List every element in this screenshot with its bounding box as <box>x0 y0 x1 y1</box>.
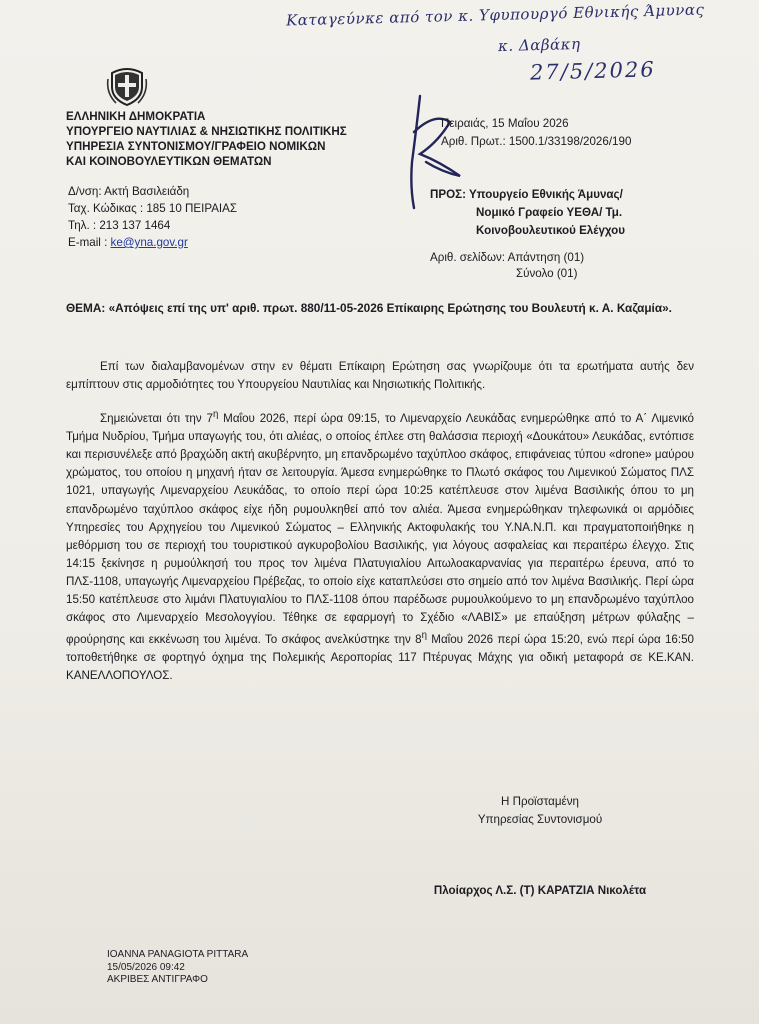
handwritten-date: 27/5/2026 <box>529 57 656 85</box>
address-email-row <box>68 234 237 251</box>
email-link[interactable]: ke@yna.gov.gr <box>110 236 188 249</box>
copy-stamp-name: IOANNA PANAGIOTA PITTARA <box>107 949 249 960</box>
page-count <box>430 250 584 282</box>
header-line: ΥΠΟΥΡΓΕΙΟ ΝΑΥΤΙΛΙΑΣ & ΝΗΣΙΩΤΙΚΗΣ ΠΟΛΙΤΙΚΗΣ <box>66 125 347 138</box>
document-meta <box>441 115 631 151</box>
recipient-line2: Νομικό Γραφείο ΥΕΘΑ/ Τμ. <box>476 206 623 219</box>
subject-line: ΘΕΜΑ: «Απόψεις επί της υπ' αριθ. πρωτ. 880/11-05-2026 Επίκαιρης Ερώτησης του Βουλευτή κ. Α. Καζαμία». <box>66 301 672 315</box>
signatory-name: Πλοίαρχος Λ.Σ. (Τ) ΚΑΡΑΤΖΙΑ Νικολέτα <box>433 884 647 897</box>
paragraph-text: Μαΐου 2026, περί ώρα 09:15, το Λιμεναρχείο Λευκάδας ενημερώθηκε από το Α΄ Λιμενικό Τμήμα Νυδρίου, Τμήμα υπαγωγής του, ότι αλιέας, ο οποίος έπλεε στη θαλάσσια περιοχή «Δουκάτου» Λευκάδας, εντόπισε και περισυνέλεξε από βραχώδη ακτή ακυβέρνητο, μη επανδρωμένο ταχύπλοο σκάφος, επιφάνειας τύπου «drone» μαύρου χρώματος, του οποίου η μηχανή ήταν σε λειτουργία. Άμεσα ενημερώθηκε το Πλωτό σκάφος του Λιμενικού Σώματος ΠΛΣ 1021, υπαγωγής Λιμεναρχείου Λευκάδας, το οποίο περί ώρα 10:25 κατέπλευσε στον λιμένα Βασιλικής όπου το μη επανδρωμένο ταχύπλοο σκάφος είχε ήδη ρυμουλκηθεί από τον αλιέα. Άμεσα ενημερώθηκαν τηλεφωνικά οι αρμόδιες Υπηρεσίες του Αρχηγείου του Λιμενικού Σώματος – Ελληνικής Ακτοφυλακής του Υ.ΝΑ.Ν.Π. και πραγματοποιήθηκε η μεθόρμιση του σε περιοχή του τουριστικού αγκυροβολίου Βασιλικής, για λόγους ασφαλείας και περαιτέρω έλεγχο. Στις 14:15 ξεκίνησε η ρυμούλκησή του προς τον λιμένα Πλατυγιαλίου Αιτωλοακαρνανίας για περαιτέρω έρευνα, από το ΠΛΣ-1108, υπαγωγής Λιμεναρχείου Πρέβεζας, το οποίο είχε καταπλεύσει στο σημείο από τον λιμένα Βασιλικής. Περί ώρα 15:50 κατέπλευσε στο λιμάνι Πλατυγιαλίου το ΠΛΣ-1108 όπου παρέδωσε ρυμουλκούμενο το μη επανδρωμένο ταχύπλοο σκάφος στο Λιμεναρχείο Μεσολογγίου. Τέθηκε σε εφαρμογή το Σχέδιο «ΛΑΒΙΣ» με επαύξηση μέτρων φύλαξης – φρούρησης και εκκένωση του λιμένα. Το σκάφος ανελκύστηκε την 8 <box>66 412 694 647</box>
recipient-line1: ΠΡΟΣ: Υπουργείο Εθνικής Άμυνας/ <box>430 188 623 201</box>
copy-stamp-label: ΑΚΡΙΒΕΣ ΑΝΤΙΓΡΑΦΟ <box>107 974 208 986</box>
superscript: η <box>212 409 219 421</box>
superscript: η <box>421 630 427 642</box>
header-line: ΚΑΙ ΚΟΙΝΟΒΟΥΛΕΥΤΙΚΩΝ ΘΕΜΑΤΩΝ <box>66 155 272 168</box>
header-line: ΕΛΛΗΝΙΚΗ ΔΗΜΟΚΡΑΤΙΑ <box>66 110 206 123</box>
address-postal: Ταχ. Κώδικας : 185 10 ΠΕΙΡΑΙΑΣ <box>68 202 238 215</box>
letter-body <box>66 358 694 685</box>
address-phone: Τηλ. : 213 137 1464 <box>68 219 171 232</box>
signatory-service: Υπηρεσίας Συντονισμού <box>477 813 603 826</box>
issuing-authority-header <box>66 109 347 169</box>
certified-copy-stamp <box>107 949 248 987</box>
protocol-number: Αριθ. Πρωτ.: 1500.1/33198/2026/190 <box>441 135 632 148</box>
recipient-block <box>430 186 625 240</box>
signatory-title: Η Προϊσταμένη <box>501 795 579 808</box>
place-date: Πειραιάς, 15 Μαΐου 2026 <box>441 117 569 130</box>
header-line: ΥΠΗΡΕΣΙΑ ΣΥΝΤΟΝΙΣΜΟΥ/ΓΡΑΦΕΙΟ ΝΟΜΙΚΩΝ <box>66 140 326 153</box>
address-division: Δ/νση: Ακτή Βασιλειάδη <box>68 185 190 198</box>
paragraph-text: Σημειώνεται ότι την 7 <box>100 412 213 426</box>
greek-coat-of-arms-emblem <box>106 63 148 107</box>
signature-block <box>430 793 650 829</box>
copy-stamp-datetime: 15/05/2026 09:42 <box>107 961 185 973</box>
body-paragraph-1: Επί των διαλαμβανομένων στην εν θέματι Επίκαιρη Ερώτηση σας γνωρίζουμε ότι τα ερωτήματα αυτής δεν εμπίπτουν στις αρμοδιότητες του Υπουργείου Ναυτιλίας και Νησιωτικής Πολιτικής. <box>66 360 694 392</box>
paragraph-text: Μαΐου 2026 περί ώρα 15:20, ενώ περί ώρα 16:50 τοποθετήθηκε σε φορτηγό όχημα της Πολεμικής Αεροπορίας 117 Πτέρυγας Μάχης για οδική μεταφορά σε ΚΕ.ΚΑΝ. ΚΑΝΕΛΛΟΠΟΥΛΟΣ. <box>66 633 694 683</box>
recipient-line3: Κοινοβουλευτικού Ελέγχου <box>476 224 626 237</box>
page-count-answer: Αριθ. σελίδων: Απάντηση (01) <box>430 251 585 264</box>
body-paragraph-2 <box>66 406 694 685</box>
handwritten-note-line2: κ. Δαβάκη <box>497 34 581 56</box>
sender-address-block <box>68 183 237 251</box>
handwritten-note-line1: Καταγεύνκε από τον κ. Υφυπουργό Εθνικής Άμυνας <box>285 0 705 30</box>
page-count-total: Σύνολο (01) <box>516 267 578 280</box>
email-label: E-mail : <box>68 236 111 249</box>
